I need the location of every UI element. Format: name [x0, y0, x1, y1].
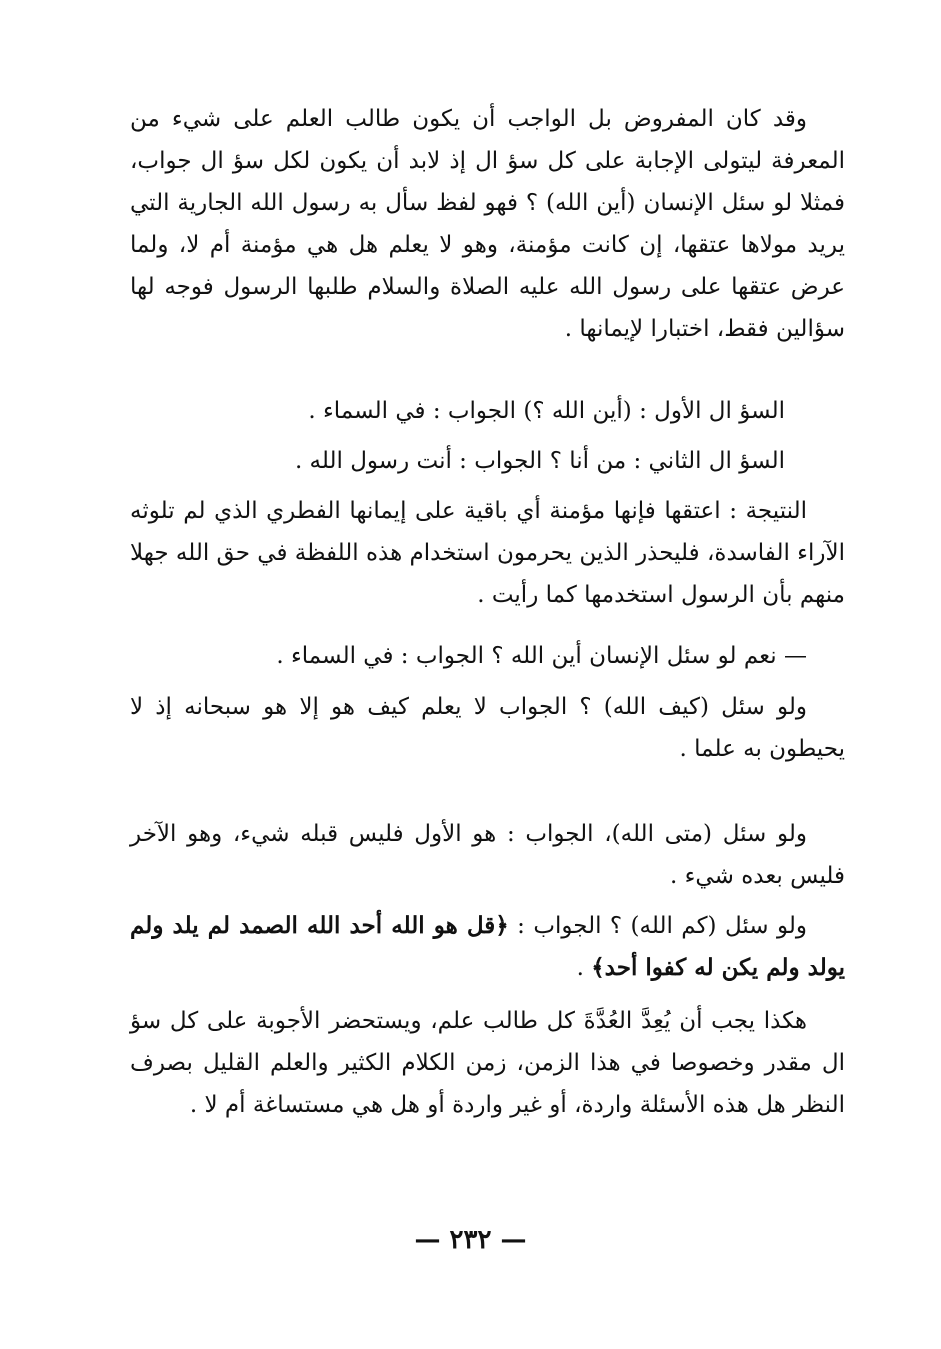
paragraph-intro	[130, 98, 845, 350]
paragraph-how-many-end: .	[576, 955, 592, 981]
question-second: السؤ ال الثاني : من أنا ؟ الجواب : أنت رسول الله .	[294, 448, 785, 474]
paragraph-when-text: ولو سئل (متى الله)، الجواب : هو الأول فليس قبله شيء، وهو الآخر فليس بعده شيء .	[130, 821, 845, 889]
paragraph-intro-text: وقد كان المفروض بل الواجب أن يكون طالب العلم على شيء من المعرفة ليتولى الإجابة على كل سؤ ال إذ لابد أن يكون لكل سؤ ال جواب، فمثلا لو سئل الإنسان (أين الله) ؟ فهو لفظ سأل به رسول الله الجارية التي يريد مولاها عتقها، إن كانت مؤمنة، وهو لا يعلم هل هي مؤمنة أم لا، ولما عرض عتقها على رسول الله عليه الصلاة والسلام طلبها الرسول فوجه لها سؤالين فقط، اختبارا لإيمانها .	[130, 106, 845, 342]
paragraph-how-many-text	[130, 905, 845, 989]
paragraph-how-many	[130, 905, 845, 989]
paragraph-where-text: — نعم لو سئل الإنسان أين الله ؟ الجواب : في السماء .	[276, 643, 807, 669]
questions-block	[130, 386, 845, 486]
paragraph-conclusion	[130, 1000, 845, 1126]
paragraph-when	[130, 813, 845, 897]
paragraph-how-text: ولو سئل (كيف الله) ؟ الجواب لا يعلم كيف هو إلا هو سبحانه إذ لا يحيطون به علما .	[130, 694, 845, 762]
paragraph-conclusion-text: هكذا يجب أن يُعِدَّ العُدَّةَ كل طالب علم، ويستحضر الأجوبة على كل سؤ ال مقدر وخصوصا في هذا الزمن، زمن الكلام الكثير والعلم القليل بصرف النظر هل هذه الأسئلة واردة، أو غير واردة أو هل هي مستساغة أم لا .	[130, 1008, 845, 1118]
page-number: — ٢٣٢ —	[414, 1225, 527, 1255]
paragraph-result	[130, 490, 845, 616]
paragraph-result-text: النتيجة : اعتقها فإنها مؤمنة أي باقية على إيمانها الفطري الذي لم تلوثه الآراء الفاسدة، فليحذر الذين يحرمون استخدام هذه اللفظة في حق الله جهلا منهم بأن الرسول استخدمها كما رأيت .	[130, 498, 845, 608]
paragraph-where	[130, 635, 845, 677]
question-first: السؤ ال الأول : (أين الله ؟) الجواب : في السماء .	[308, 398, 785, 424]
paragraph-how	[130, 686, 845, 770]
quran-verse: ﴿قل هو الله أحد الله الصمد لم يلد ولم يولد ولم يكن له كفوا أحد﴾	[130, 912, 845, 981]
paragraph-how-many-lead: ولو سئل (كم الله) ؟ الجواب :	[508, 913, 807, 939]
